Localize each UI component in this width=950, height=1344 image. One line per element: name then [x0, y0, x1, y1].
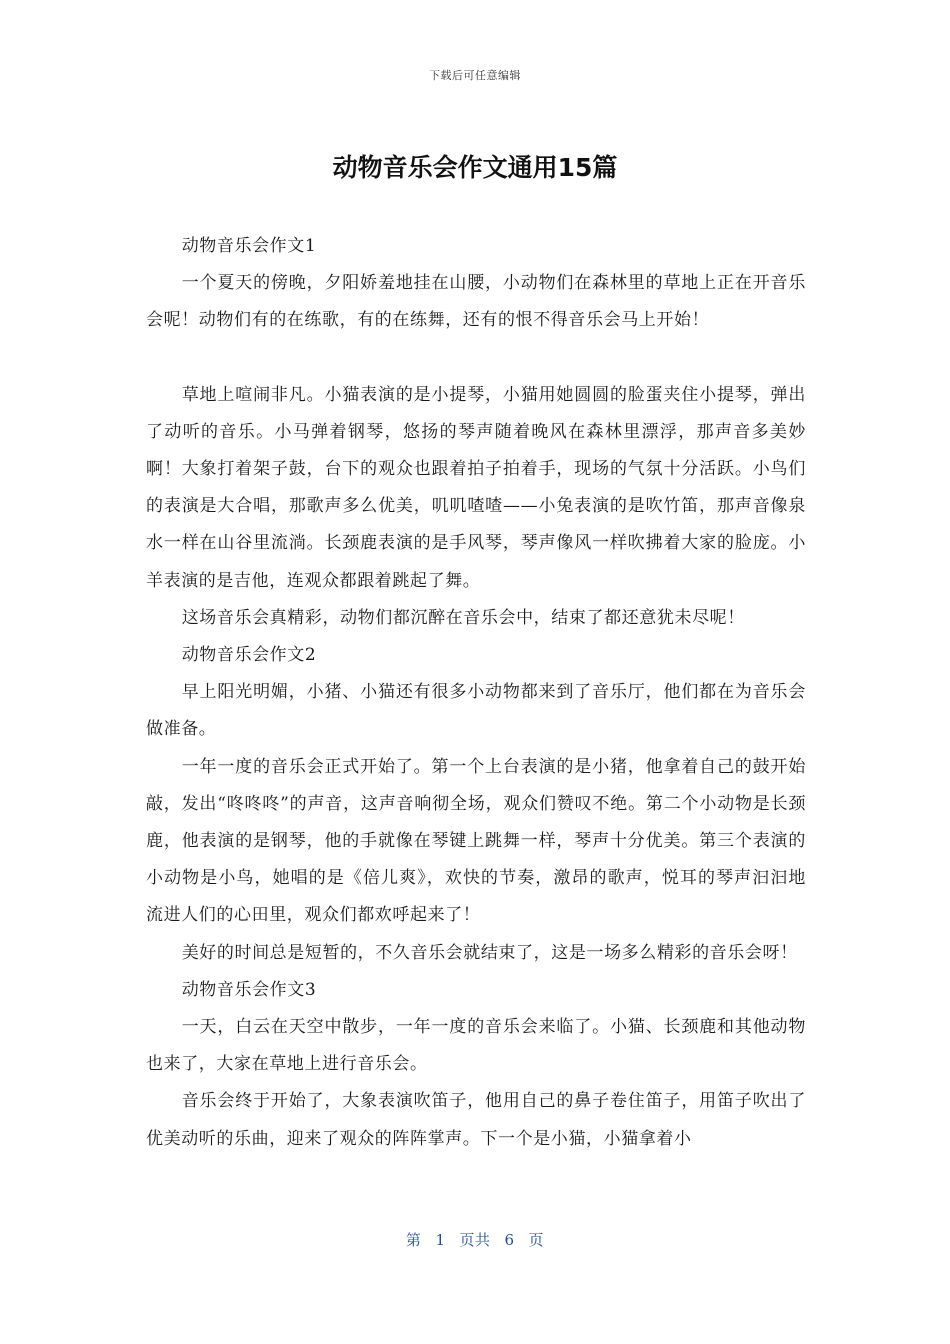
section-heading: 动物音乐会作文2 [181, 645, 317, 666]
footer-prefix: 第 [405, 1231, 422, 1249]
header-note: 下载后可任意编辑 [429, 69, 521, 82]
page-footer [0, 1229, 950, 1250]
section-heading: 动物音乐会作文1 [181, 236, 317, 256]
paragraph: 音乐会终于开始了，大象表演吹笛子，他用自己的鼻子卷住笛子，用笛子吹出了优美动听的乐曲，迎来了观众的阵阵掌声。下一个是小猫，小猫拿着小 [146, 1091, 806, 1149]
section-heading: 动物音乐会作文3 [181, 979, 317, 1000]
paragraph: 美好的时间总是短暂的，不久音乐会就结束了，这是一场多么精彩的音乐会呀！ [181, 942, 798, 963]
footer-middle: 页共 [459, 1231, 491, 1249]
paragraph: 一年一度的音乐会正式开始了。第一个上台表演的是小猪，他拿着自己的鼓开始敲，发出“咚咚咚”的声音，这声音响彻全场，观众们赞叹不绝。第二个小动物是长颈鹿，他表演的是钢琴，他的手就像在琴键上跳舞一样，琴声十分优美。第三个表演的小动物是小鸟，她唱的是《倍儿爽》，欢快的节奏，激昂的歌声，悦耳的琴声汩汩地流进人们的心田里，观众们都欢呼起来了！ [146, 756, 806, 926]
document-body [146, 228, 806, 1158]
paragraph: 早上阳光明媚，小猪、小猫还有很多小动物都来到了音乐厅，他们都在为音乐会做准备。 [146, 682, 806, 740]
paragraph: 这场音乐会真精彩，动物们都沉醉在音乐会中，结束了都还意犹未尽呢！ [181, 607, 745, 628]
paragraph: 一个夏天的傍晚，夕阳娇羞地挂在山腰，小动物们在森林里的草地上正在开音乐会呢！动物们有的在练歌，有的在练舞，还有的恨不得音乐会马上开始！ [146, 273, 806, 331]
footer-page-number: 1 [435, 1231, 446, 1249]
document-title: 动物音乐会作文通用15篇 [332, 153, 618, 182]
paragraph: 一天，白云在天空中散步，一年一度的音乐会来临了。小猫、长颈鹿和其他动物也来了，大家在草地上进行音乐会。 [146, 1017, 806, 1075]
footer-suffix: 页 [528, 1231, 545, 1249]
paragraph: 草地上喧闹非凡。小猫表演的是小提琴，小猫用她圆圆的脸蛋夹住小提琴，弹出了动听的音乐。小马弹着钢琴，悠扬的琴声随着晚风在森林里漂浮，那声音多美妙啊！大象打着架子鼓，台下的观众也跟着拍子拍着手，现场的气氛十分活跃。小鸟们的表演是大合唱，那歌声多么优美，叽叽喳喳——小兔表演的是吹竹笛，那声音像泉水一样在山谷里流淌。长颈鹿表演的是手风琴，琴声像风一样吹拂着大家的脸庞。小羊表演的是吉他，连观众都跟着跳起了舞。 [146, 384, 806, 591]
footer-total-pages: 6 [504, 1231, 515, 1249]
